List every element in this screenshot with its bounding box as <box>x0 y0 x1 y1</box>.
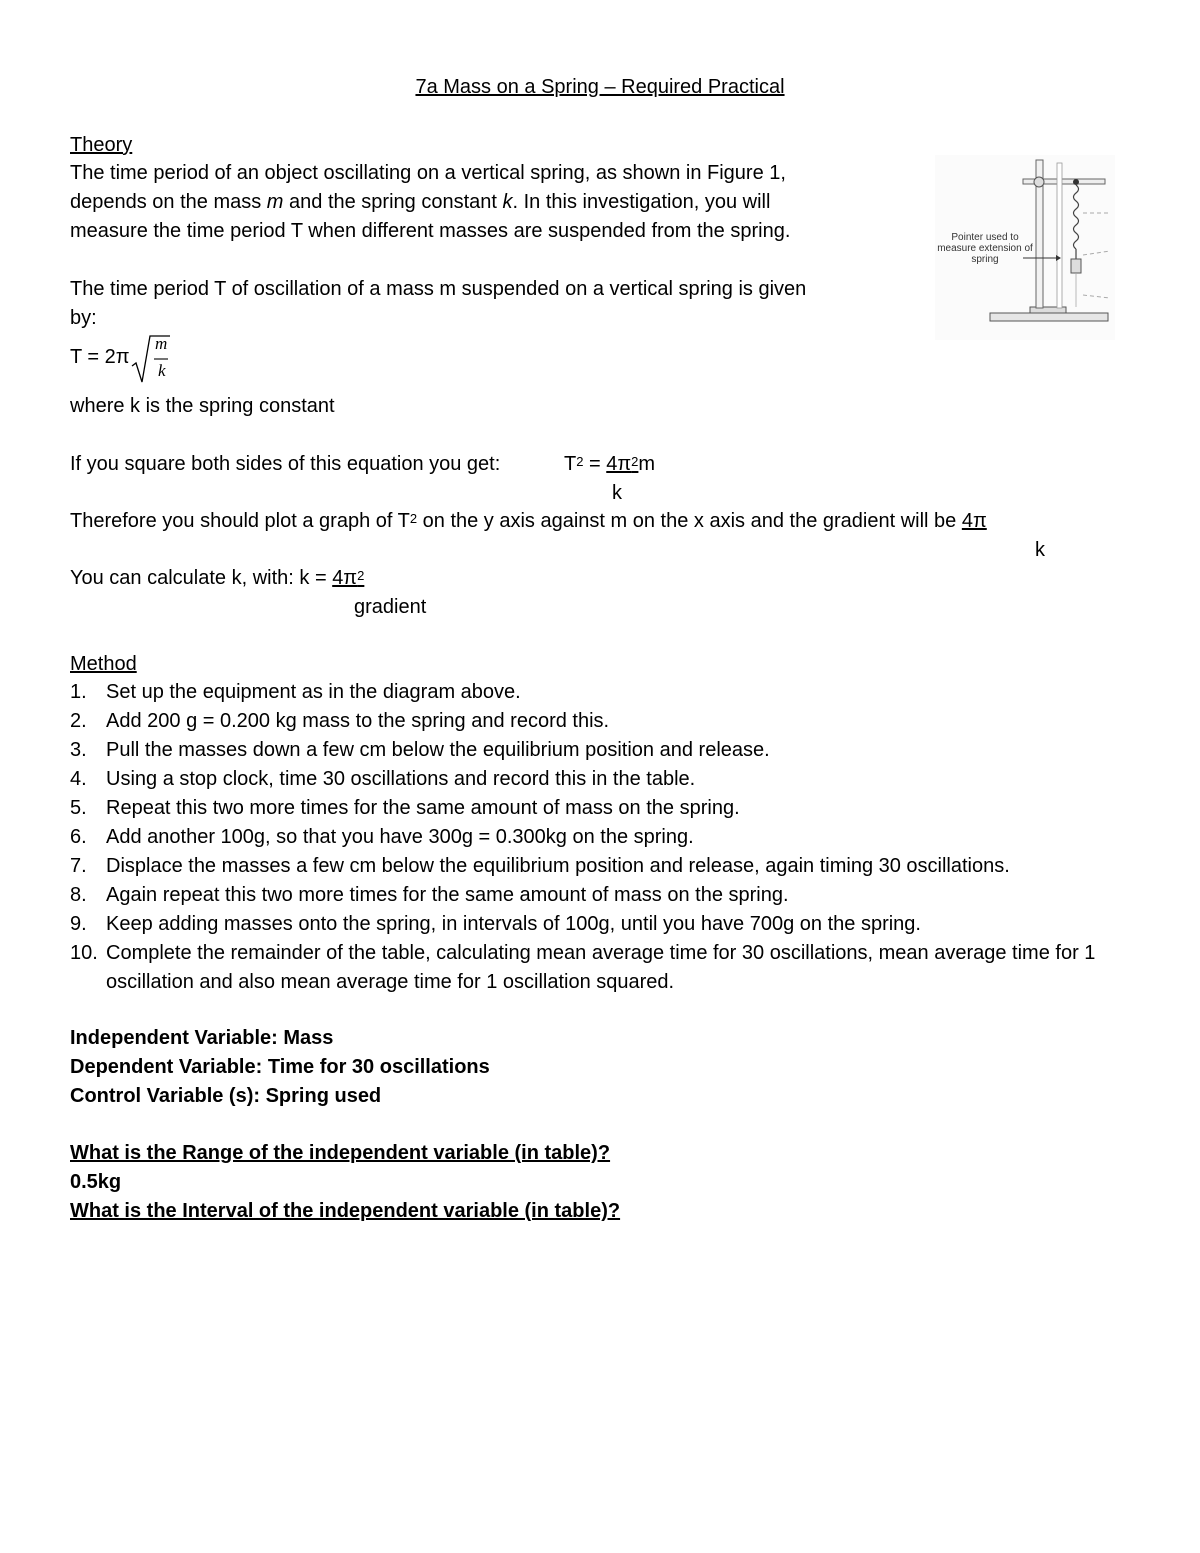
independent-variable: Independent Variable: Mass <box>70 1027 334 1049</box>
formula-denominator: k <box>158 361 166 380</box>
theory-text-part: You can calculate k, with: k = <box>70 567 333 589</box>
spring-apparatus-figure <box>935 155 1115 340</box>
theory-heading: Theory <box>70 134 133 156</box>
theory-text <box>70 276 806 302</box>
method-step-text: Pull the masses down a few cm below the equilibrium position and release. <box>106 739 770 761</box>
pointer-label: Pointer used to measure extension of spring <box>937 232 1033 265</box>
variable-k: k <box>502 191 513 213</box>
theory-text <box>70 160 786 186</box>
formula-part: m <box>638 453 656 475</box>
method-step <box>70 794 1150 823</box>
method-step <box>70 736 1150 765</box>
squared-equation <box>70 451 500 477</box>
method-step <box>70 678 1150 707</box>
method-step-text: Complete the remainder of the table, calculating mean average time for 30 oscillations, mean average time for 1 oscillation and also mean average time for 1 oscillation squared. <box>106 942 1096 993</box>
method-step <box>70 707 1150 736</box>
theory-text <box>70 218 790 244</box>
method-steps-list <box>70 678 1150 997</box>
theory-text <box>70 189 770 215</box>
method-step <box>70 765 1150 794</box>
theory-text-line: The time period of an object oscillating on a vertical spring, as shown in Figure 1, <box>70 162 786 184</box>
variable-m: m <box>266 191 284 213</box>
control-variable: Control Variable (s): Spring used <box>70 1085 382 1107</box>
calc-k-denominator: gradient <box>354 596 427 618</box>
method-step-number: 4. <box>70 768 87 790</box>
method-step <box>70 852 1150 881</box>
method-step-text: Repeat this two more times for the same amount of mass on the spring. <box>106 797 740 819</box>
method-step-number: 2. <box>70 710 87 732</box>
interval-question: What is the Interval of the independent variable (in table)? <box>70 1200 621 1222</box>
theory-text-part: depends on the mass <box>70 191 267 213</box>
theory-text-line: measure the time period T when different masses are suspended from the spring. <box>70 220 791 242</box>
therefore-text <box>70 508 987 534</box>
theory-text <box>70 393 335 419</box>
formula-sup: 2 <box>631 454 639 469</box>
formula-sup: 2 <box>409 511 418 526</box>
method-step <box>70 881 1150 910</box>
formula-part: 4π <box>606 453 632 475</box>
method-step <box>70 910 1150 939</box>
method-step-text: Displace the masses a few cm below the equilibrium position and release, again timing 30 oscillations. <box>106 855 1010 877</box>
method-step-number: 5. <box>70 797 87 819</box>
squared-equation-denominator: k <box>612 482 622 504</box>
formula-sup: 2 <box>357 568 365 583</box>
formula-part: T <box>564 453 577 475</box>
theory-text-part: . In this investigation, you will <box>512 191 771 213</box>
method-step-text: Add another 100g, so that you have 300g = 0.300kg on the spring. <box>106 826 694 848</box>
theory-text-line: by: <box>70 307 97 329</box>
method-step-number: 7. <box>70 855 87 877</box>
method-step-text: Using a stop clock, time 30 oscillations and record this in the table. <box>106 768 696 790</box>
method-step-number: 9. <box>70 913 87 935</box>
method-step-number: 3. <box>70 739 87 761</box>
method-step-text: Keep adding masses onto the spring, in intervals of 100g, until you have 700g on the spring. <box>106 913 921 935</box>
method-step <box>70 823 1150 852</box>
page-title: 7a Mass on a Spring – Required Practical <box>415 76 785 98</box>
squared-equation-formula <box>564 451 655 477</box>
formula-part: = <box>583 453 607 475</box>
theory-text-line: The time period T of oscillation of a mass m suspended on a vertical spring is given <box>70 278 807 300</box>
squared-equation-text: If you square both sides of this equation you get: <box>70 453 501 475</box>
theory-text-part: and the spring constant <box>283 191 503 213</box>
method-step-number: 6. <box>70 826 87 848</box>
method-step <box>70 939 1150 997</box>
theory-text-part: Therefore you should plot a graph of T <box>70 510 410 532</box>
formula-part: 4π <box>332 567 358 589</box>
theory-text <box>70 305 97 331</box>
formula-lhs: T = 2π <box>70 346 130 368</box>
theory-text-line: where k is the spring constant <box>70 395 335 417</box>
method-step-text: Add 200 g = 0.200 kg mass to the spring and record this. <box>106 710 610 732</box>
dependent-variable: Dependent Variable: Time for 30 oscillations <box>70 1056 490 1078</box>
method-step-number: 1. <box>70 681 87 703</box>
gradient-numerator: 4π <box>961 510 987 532</box>
theory-text-part: on the y axis against m on the x axis and the gradient will be <box>417 510 962 532</box>
method-heading: Method <box>70 653 137 675</box>
method-step-number: 8. <box>70 884 87 906</box>
range-answer: 0.5kg <box>70 1171 122 1193</box>
method-step-text: Set up the equipment as in the diagram above. <box>106 681 521 703</box>
calc-k-text <box>70 565 364 591</box>
formula-numerator <box>606 453 638 475</box>
formula-sup: 2 <box>576 454 584 469</box>
method-step-text: Again repeat this two more times for the same amount of mass on the spring. <box>106 884 789 906</box>
gradient-denominator: k <box>1035 539 1045 561</box>
formula-numerator: m <box>155 334 168 353</box>
calc-k-numerator <box>332 567 364 589</box>
range-question: What is the Range of the independent variable (in table)? <box>70 1142 611 1164</box>
method-step-number: 10. <box>70 942 98 964</box>
